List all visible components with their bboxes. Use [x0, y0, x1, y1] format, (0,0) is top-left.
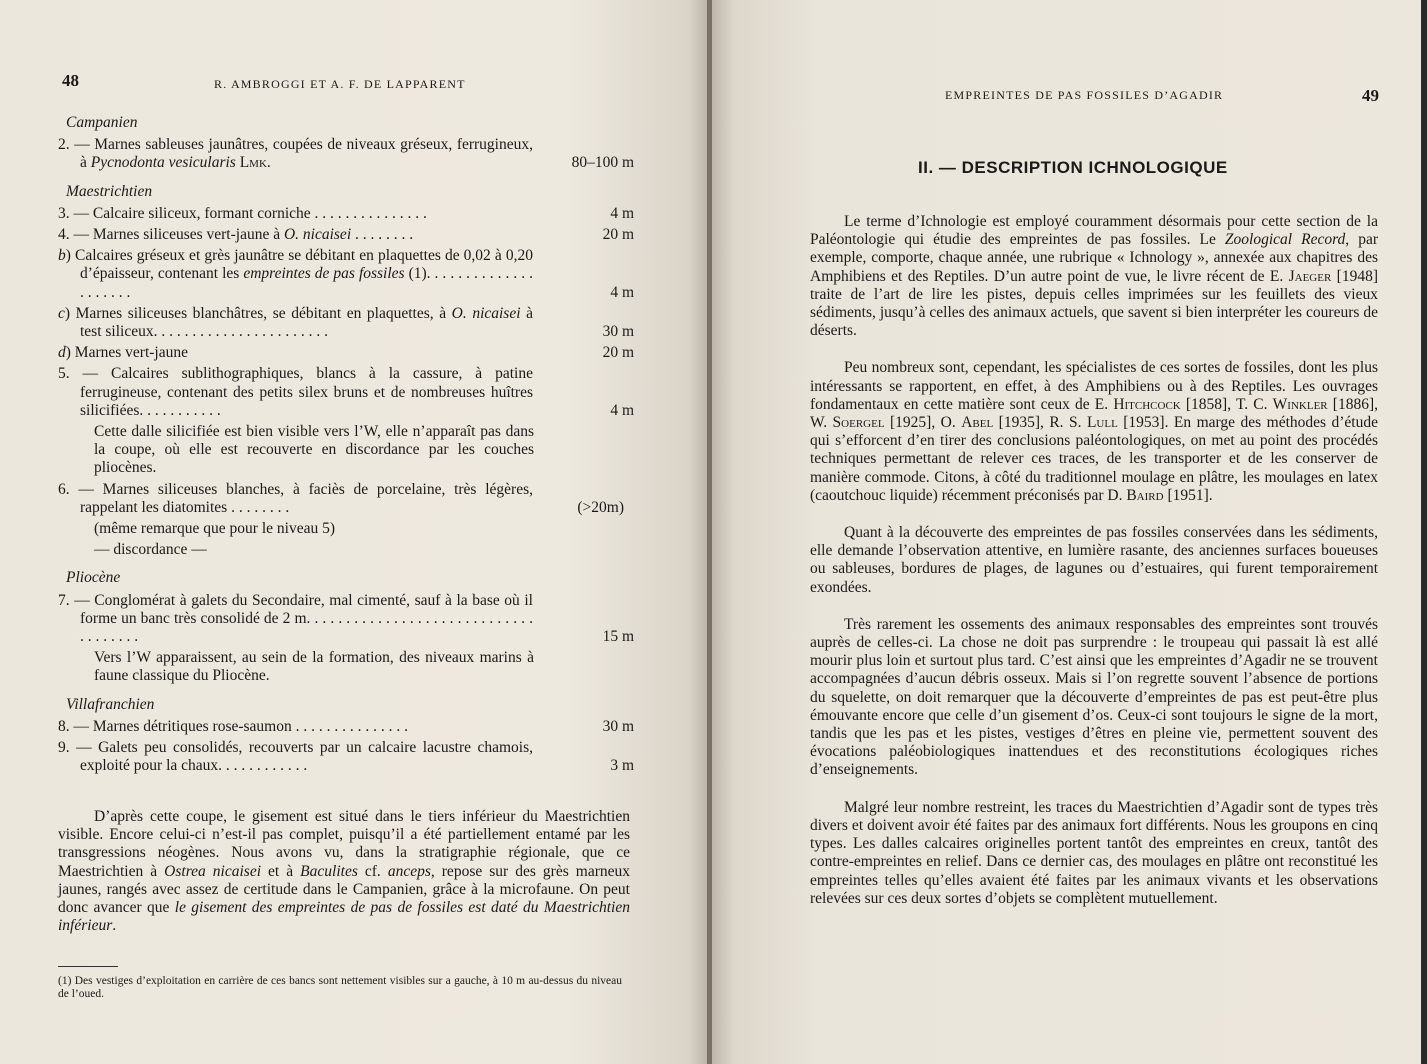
right-body [810, 213, 1378, 927]
layer-2 [58, 136, 638, 172]
closing-species-2: Baculites [300, 862, 358, 880]
p2-author-1: Hitchcock [1113, 395, 1181, 413]
paragraph-3: Quant à la découverte des empreintes de pas fossiles conservées dans les sédiments, elle demande l’observation attentive, en lumière rasante, des anciennes surfaces boueuses ou sableuses, bordures de plages, de lagunes ou d’estuaires, qui furent temporairement exondées. [810, 524, 1378, 596]
layer-8-thickness: 30 m [602, 717, 634, 735]
layer-c [58, 305, 638, 341]
p2-text-g: [1951]. [1163, 486, 1213, 504]
left-page [0, 0, 710, 1064]
p1-author: Jaeger [1288, 267, 1332, 285]
p2-text-f: [1953]. En marge des méthodes d’étude qui s’efforcent d’en tirer des conclusions paléontologiques, on met au point des procédés techniques permettant de relever ces traces, de les transporter et de les conserver de manière commode. Citons, à côté du traditionnel moulage en plâtre, les moulages en latex (caoutchouc liquide) récemment préconisés par D. [810, 414, 1378, 504]
layer-4-dots: . . . . . . . . [351, 226, 414, 244]
closing-paragraph [58, 808, 630, 935]
p2-text-c: [1886], W. [810, 395, 1378, 432]
running-head-left: R. AMBROGGI ET A. F. DE LAPPARENT [214, 77, 466, 91]
layer-7-note: Vers l’W apparaissent, au sein de la formation, des niveaux marins à faune classique du Pliocène. [94, 649, 534, 685]
layer-8-text: 8. — Marnes détritiques rose-saumon . . . . . . . . . . . . . . . [58, 717, 408, 735]
layer-c-thickness: 30 m [602, 323, 634, 341]
p2-text-d: [1925], O. [884, 414, 962, 432]
layer-4-species: O. nicaisei [283, 226, 352, 244]
layer-6 [58, 481, 638, 517]
layer-b-tail: (1). . . . . . . . . . . . . . . . . . . . . [80, 265, 533, 301]
p2-author-2: Winkler [1272, 395, 1328, 413]
layer-b-label: b [58, 247, 66, 265]
layer-4-text: 4. — Marnes siliceuses vert-jaune à [58, 226, 284, 244]
footnote: (1) Des vestiges d’exploitation en carrière de ces bancs sont nettement visibles sur a gauche, à 10 m au-dessus du niveau de l’oued. [58, 975, 622, 1000]
closing-text-5: . [112, 917, 117, 935]
layer-5-thickness: 4 m [610, 401, 634, 419]
running-head-right: EMPREINTES DE PAS FOSSILES D’AGADIR [945, 88, 1224, 102]
right-page [712, 0, 1427, 1064]
layer-d-text: ) Marnes vert-jaune [65, 344, 188, 362]
closing-emphasis: le gisement des empreintes de pas de fossiles est daté du Maestrichtien inférieur [58, 899, 630, 935]
p2-text-e: [1935], R. S. [993, 414, 1087, 432]
layer-3-thickness: 4 m [610, 204, 634, 222]
p2-author-6: Baird [1126, 486, 1164, 504]
p1-text-e: [1948] traite de l’art de lire les pistes, depuis celles imprimées sur les feuillets des vieux sédiments, jusqu’à celles des animaux actuels, que savent si bien interpréter les coureurs de déserts. [810, 267, 1378, 340]
p1-journal: Zoological Record [1224, 231, 1346, 249]
layer-9-text: 9. — Galets peu consolidés, recouverts par un calcaire lacustre chamois, exploité pour la chaux. . . . . . . . . . . . [58, 739, 533, 775]
layer-7-thickness: 15 m [602, 628, 634, 646]
paragraph-4: Très rarement les ossements des animaux responsables des empreintes sont trouvés auprès de celles-ci. La chose ne doit pas surprendre : le troupeau qui passait là est allé mourir plus loin et surtout plus tard. C’est ainsi que les empreintes d’Agadir ne se trouvent accompagnées d’aucun débris osseux. Mais si l’on regrette souvent l’absence de portions du squelette, on doit remarquer que la découverte d’empreintes de pas est peut-être plus émouvante encore que celle d’un gisement d’os. Ceux-ci sont toujours le signe de la mort, tandis que les pas et les pistes, vestiges d’êtres en pleine vie, permettent souvent des évocations paléobiologiques inattendues et des reconstitutions écologiques riches d’enseignements. [810, 615, 1378, 779]
paragraph-5: Malgré leur nombre restreint, les traces du Maestrichtien d’Agadir sont de types très divers et doivent avoir été faites par des animaux fort différents. Nous les groupons en cinq types. Les dalles calcaires originelles portent tantôt des empreintes en creux, tantôt des contre-empreintes en relief. Dans ce dernier cas, des moulages en plâtre ont reconstitué les empreintes telles qu’elles avaient été faites par les animaux vivants et les observations relevées sur ces deux sortes d’objets se complètent mutuellement. [810, 798, 1378, 907]
layer-4 [58, 226, 638, 244]
paragraph-2 [810, 359, 1378, 505]
p2-text-a: Peu nombreux sont, cependant, les spécialistes de ces sortes de fossiles, dont les plus intéressants se rapportent, en effet, à des Amphibiens ou à des Reptiles. Les ouvrages fondamentaux en cette matière sont ceux de E. [810, 359, 1378, 413]
layer-5-note: Cette dalle silicifiée est bien visible vers l’W, elle n’apparaît pas dans la coupe, où elle est recouverte en discordance par les couches pliocènes. [94, 423, 534, 477]
discordance-marker: — discordance — [94, 541, 207, 559]
layer-5-text: 5. — Calcaires sublithographiques, blancs à la cassure, à patine ferrugineuse, contenant des petits silex bruns et de nombreuses huîtres silicifiées. . . . . . . . . . . [58, 365, 533, 419]
layer-d [58, 344, 638, 362]
layer-d-label: d [58, 344, 66, 362]
layer-b [58, 247, 638, 302]
layer-2-species: Pycnodonta vesicularis [90, 154, 236, 172]
layer-6-text: 6. — Marnes siliceuses blanches, à faciès de porcelaine, très légères, rappelant les diatomites . . . . . . . . [58, 480, 533, 516]
footnote-rule [58, 966, 118, 967]
layer-b-emphasis: empreintes de pas fossiles [243, 265, 405, 283]
stage-maestrichtien: Maestrichtien [66, 182, 153, 200]
layer-6-note: (même remarque que pour le niveau 5) [94, 520, 336, 538]
layer-c-tail: à test siliceux. . . . . . . . . . . . . . . . . . . . . . . [80, 304, 533, 341]
stratigraphic-section [58, 104, 638, 779]
page-number-right: 49 [1362, 86, 1379, 105]
layer-c-text: ) Marnes siliceuses blanchâtres, se débitant en plaquettes, à [64, 304, 452, 322]
page-edge-shadow [1421, 0, 1427, 1064]
layer-b-text: ) Calcaires gréseux et grès jaunâtre se débitant en plaquettes de 0,02 à 0,20 d’épaisseur, contenant les [65, 247, 533, 283]
layer-c-species: O. nicaisei [451, 304, 521, 322]
p2-author-3: Soergel [832, 414, 885, 432]
layer-5 [58, 365, 638, 420]
layer-6-thickness: (>20m) [577, 498, 624, 516]
layer-4-thickness: 20 m [602, 226, 634, 244]
section-title: II. — DESCRIPTION ICHNOLOGIQUE [918, 158, 1228, 177]
layer-9 [58, 739, 638, 775]
stage-villafranchien: Villafranchien [66, 695, 155, 713]
layer-d-thickness: 20 m [602, 344, 634, 362]
p1-text-c: , par exemple, comporte, chaque année, une rubrique « Ichnology », annexée aux chapitres des Amphibiens et des Reptiles. D’un autre point de vue, le livre récent de E. [810, 231, 1378, 285]
page-number-left: 48 [62, 71, 79, 90]
layer-8 [58, 718, 638, 736]
layer-b-thickness: 4 m [610, 283, 634, 301]
layer-3-text: 3. — Calcaire siliceux, formant corniche . . . . . . . . . . . . . . . [58, 204, 427, 222]
stage-pliocene: Pliocène [66, 569, 121, 587]
layer-3 [58, 205, 638, 223]
stage-campanien: Campanien [66, 114, 138, 131]
layer-9-thickness: 3 m [610, 757, 634, 775]
closing-text-2: et à [261, 862, 301, 880]
layer-2-text: 2. — Marnes sableuses jaunâtres, coupées de niveaux gréseux, ferrugineux, à [58, 136, 533, 172]
layer-2-thickness: 80–100 m [571, 154, 634, 172]
p2-author-5: Lull [1086, 414, 1118, 432]
closing-species-1: Ostrea nicaisei [164, 862, 262, 880]
layer-7-text: 7. — Conglomérat à galets du Secondaire, mal cimenté, sauf à la base où il forme un banc très consolidé de 2 m. . . . . . . . . . . . . . . . . . . . . . . . . . . . . . . . . . . . . [58, 591, 533, 646]
paragraph-1 [810, 213, 1378, 340]
layer-7 [58, 592, 638, 647]
layer-c-label: c [58, 304, 65, 322]
p2-author-4: Abel [961, 414, 994, 432]
footnote-block [58, 966, 622, 1001]
p1-text-a: Le terme d’Ichnologie est employé couramment désormais pour cette section de la Paléontologie qui étudie des empreintes de pas fossiles. Le [810, 213, 1378, 249]
closing-text-1: D’après cette coupe, le gisement est situé dans le tiers inférieur du Maestrichtien visible. Encore celui-ci n’est-il pas complet, puisqu’il a été partiellement entamé par les transgressions néogènes. Nous avons vu, dans la stratigraphie régionale, que ce Maestrichtien à [58, 808, 630, 880]
closing-text-3: cf. [357, 862, 388, 880]
p2-text-b: [1858], T. C. [1180, 395, 1273, 413]
layer-2-author: Lmk. [235, 154, 271, 172]
closing-text-4: , repose sur des grès marneux jaunes, rangés avec assez de certitude dans le Campanien, grâce à la microfaune. On peut donc avancer que [58, 862, 630, 917]
closing-species-3: anceps [387, 862, 431, 880]
